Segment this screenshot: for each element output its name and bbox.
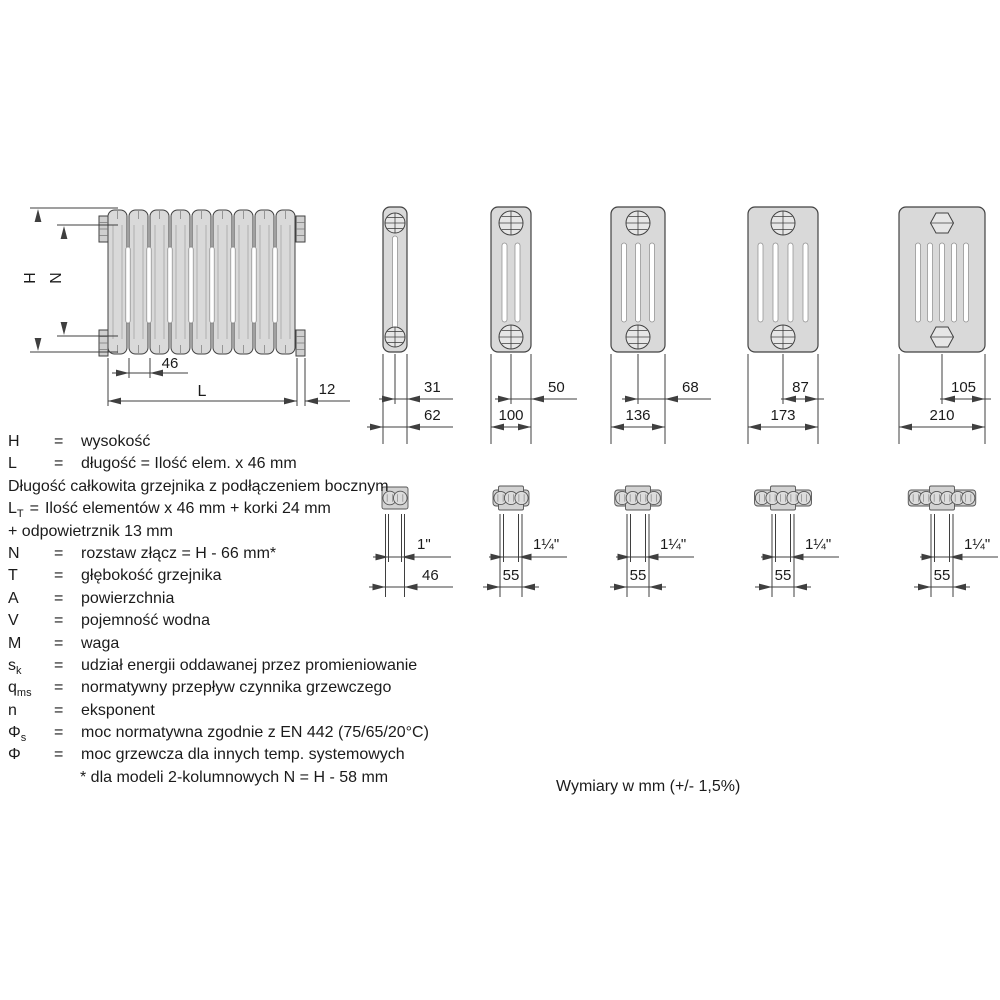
legend-row [8, 521, 488, 543]
length-dim-label: L [197, 383, 207, 400]
legend-eq: = [54, 567, 64, 585]
legend-base: Φ [8, 724, 21, 742]
legend-row [8, 767, 488, 789]
air-slot [515, 243, 520, 322]
legend-row [8, 565, 488, 587]
air-slot [964, 243, 969, 322]
air-slot [928, 243, 933, 322]
dimension-arrow [491, 424, 504, 431]
dimension-arrow [382, 396, 395, 403]
section-view-6col [899, 207, 991, 444]
dimension-arrow [487, 584, 500, 591]
legend-desc: * dla modeli 2-kolumnowych N = H - 58 mm [80, 768, 389, 786]
radiator-element [234, 210, 253, 354]
legend-base: Φ [8, 746, 21, 764]
dimension-arrow [899, 424, 912, 431]
dimension-arrow [35, 338, 42, 351]
air-slot [189, 247, 193, 323]
dimension-arrow [305, 398, 318, 405]
outer-width-label: 62 [424, 407, 441, 424]
dimension-arrow [108, 398, 121, 405]
dimension-arrow [763, 554, 776, 561]
radiator-element [129, 210, 148, 354]
dimension-arrow [972, 424, 985, 431]
air-slot [210, 247, 214, 323]
outer-width-label: 100 [498, 407, 524, 424]
legend-symcell [8, 700, 54, 722]
legend-desc: wysokość [81, 433, 151, 450]
radiator-element [276, 210, 295, 354]
legend-symcell [8, 431, 54, 453]
legend-desc: moc normatywna zgodnie z EN 442 (75/65/20°C) [81, 724, 429, 742]
legend-desc: + odpowietrznik 13 mm [8, 522, 173, 540]
legend-symcell [8, 610, 54, 632]
legend-eq: = [54, 656, 64, 674]
dimension-arrow [942, 396, 955, 403]
dimension-arrow [522, 584, 535, 591]
legend-base: L [8, 500, 17, 518]
dimension-arrow [748, 424, 761, 431]
legend-row [8, 744, 488, 766]
dimension-arrow [922, 554, 935, 561]
air-slot [502, 243, 507, 322]
dimension-arrow [918, 584, 931, 591]
legend-symcell [8, 655, 54, 677]
legend-row [8, 633, 488, 655]
hub-pitch-label: 46 [422, 567, 439, 584]
radiator-element [192, 210, 211, 354]
legend-base: V [8, 612, 19, 630]
legend-row [8, 543, 488, 565]
nipple-circle [797, 491, 810, 504]
legend-desc: normatywny przepływ czynnika grzewczego [81, 679, 392, 697]
dimension-arrow [407, 424, 420, 431]
section-view-3col [491, 207, 577, 444]
legend-symcell [8, 453, 54, 475]
nipple-circle [647, 491, 660, 504]
outer-width-label: 136 [625, 407, 651, 424]
legend-desc: powierzchnia [81, 589, 175, 607]
inner-width-label: 50 [548, 379, 565, 396]
legend-desc: Długość całkowita grzejnika z podłączeniem bocznym [8, 477, 389, 495]
legend-subscript: k [16, 665, 22, 678]
legend-symcell [8, 588, 54, 610]
legend-desc: rozstaw złącz = H - 66 mm* [81, 544, 277, 562]
radiator-element [108, 210, 127, 354]
legend-subscript: s [20, 732, 27, 745]
dimension-arrow [972, 396, 985, 403]
dimension-arrow [625, 396, 638, 403]
radiator-element [213, 210, 232, 354]
legend-eq: = [54, 634, 64, 652]
dimension-arrow [783, 396, 796, 403]
dimensions-note: Wymiary w mm (+/- 1,5%) [556, 778, 741, 795]
dimension-arrow [649, 584, 662, 591]
legend-base: N [8, 544, 20, 562]
dimension-arrow [498, 396, 511, 403]
legend-row [8, 610, 488, 632]
dimension-arrow [284, 398, 297, 405]
dimension-arrow [491, 554, 504, 561]
dimension-arrow [646, 554, 659, 561]
air-slot [952, 243, 957, 322]
radiator-element [150, 210, 169, 354]
air-slot [650, 243, 655, 322]
legend-base: H [8, 433, 20, 450]
inner-width-label: 105 [950, 379, 977, 396]
outer-width-label: 173 [770, 407, 796, 424]
section-view-5col [748, 207, 824, 444]
dimension-arrow [61, 322, 68, 335]
air-slot [803, 243, 808, 322]
legend-desc: waga [81, 634, 120, 652]
dimension-arrow [116, 370, 129, 377]
legend-symcell [8, 565, 54, 587]
legend-eq: = [54, 701, 64, 719]
legend-symcell [8, 722, 54, 744]
legend-desc: udział energii oddawanej przez promieniowanie [81, 656, 418, 674]
top-view-6col [908, 486, 998, 597]
legend-base: L [8, 455, 17, 473]
legend-row [8, 431, 488, 453]
hub-pitch-label: 55 [629, 567, 647, 584]
inner-width-label: 68 [682, 379, 699, 396]
inner-width-label: 87 [792, 379, 809, 396]
legend-desc: długość = Ilość elem. x 46 mm [81, 455, 297, 473]
dimension-arrow [61, 226, 68, 239]
nipple-circle [962, 491, 975, 504]
inner-width-label: 31 [424, 379, 441, 396]
legend-eq: = [54, 544, 64, 562]
air-slot [940, 243, 945, 322]
height-label: H [20, 272, 37, 284]
legend-row [8, 722, 488, 744]
legend-row [8, 588, 488, 610]
dimension-arrow [370, 424, 383, 431]
legend-eq: = [54, 589, 64, 607]
legend-eq: = [54, 746, 64, 764]
legend-symcell [8, 744, 54, 766]
section-view-4col [611, 207, 711, 444]
dimension-arrow [652, 424, 665, 431]
nipple-circle [515, 491, 528, 504]
thread-label: 1¼" [533, 536, 560, 553]
legend-eq: = [54, 679, 64, 697]
legend-eq: = [54, 612, 64, 630]
air-slot [758, 243, 763, 322]
dimension-arrow [953, 584, 966, 591]
legend-row [8, 476, 488, 498]
dimension-arrow [759, 584, 772, 591]
air-slot [126, 247, 130, 323]
legend-row [8, 677, 488, 699]
spacing-label: N [46, 272, 63, 284]
top-view-4col [610, 486, 694, 597]
hub-pitch-label: 55 [502, 567, 520, 584]
top-view-5col [755, 486, 840, 597]
thread-label: 1¼" [964, 536, 991, 553]
dimension-arrow [791, 554, 804, 561]
legend-base: M [8, 634, 22, 652]
legend-row [8, 453, 488, 475]
thread-label: 1¼" [805, 536, 832, 553]
legend-eq: = [54, 724, 64, 742]
legend-eq: = [54, 433, 64, 450]
dimension-arrow [35, 209, 42, 222]
dimension-arrow [618, 554, 631, 561]
legend-desc: głębokość grzejnika [81, 567, 222, 585]
dimension-arrow [805, 424, 818, 431]
legend-desc: moc grzewcza dla innych temp. systemowych [81, 746, 405, 764]
legend-desc: pojemność wodna [81, 612, 210, 630]
legend-base: A [8, 589, 19, 607]
air-slot [273, 247, 277, 323]
dimension-arrow [665, 396, 678, 403]
legend-row [8, 655, 488, 677]
pitch-dim-label: 46 [161, 355, 179, 372]
legend-symcell [8, 543, 54, 565]
dimension-arrow [950, 554, 963, 561]
legend-symcell [8, 633, 54, 655]
legend-base: T [8, 567, 18, 585]
air-slot [147, 247, 151, 323]
legend-base: q [8, 679, 17, 697]
dimension-arrow [611, 424, 624, 431]
front-view [20, 208, 350, 406]
legend-desc: Ilość elementów x 46 mm + korki 24 mm [44, 500, 331, 518]
dimension-arrow [805, 396, 818, 403]
hub-pitch-label: 55 [774, 567, 792, 584]
top-view-3col [483, 486, 567, 597]
legend-row [8, 700, 488, 722]
radiator-element [255, 210, 274, 354]
dimension-arrow [614, 584, 627, 591]
legend-base: n [8, 701, 17, 719]
air-slot [916, 243, 921, 322]
dimension-arrow [518, 424, 531, 431]
air-slot [168, 247, 172, 323]
end-dim-label: 12 [318, 381, 336, 398]
hub-pitch-label: 55 [933, 567, 951, 584]
dimension-arrow [519, 554, 532, 561]
legend-row [8, 498, 488, 520]
air-slot [622, 243, 627, 322]
dimension-arrow [407, 396, 420, 403]
legend-subscript: ms [16, 687, 32, 700]
radiator-element [171, 210, 190, 354]
air-slot [788, 243, 793, 322]
legend-symcell [8, 677, 54, 699]
legend-eq: = [54, 455, 64, 473]
legend [8, 431, 488, 789]
air-slot [636, 243, 641, 322]
air-slot [393, 236, 398, 328]
legend-subscript: T [16, 508, 24, 521]
legend-desc: eksponent [81, 701, 155, 719]
legend-base: s [8, 656, 16, 674]
section-view-2col [367, 207, 453, 444]
legend-eq: = [29, 500, 39, 518]
outer-width-label: 210 [929, 407, 955, 424]
thread-label: 1¼" [660, 536, 687, 553]
dimension-arrow [794, 584, 807, 591]
dimension-arrow [531, 396, 544, 403]
thread-label: 1" [417, 536, 431, 553]
air-slot [252, 247, 256, 323]
air-slot [231, 247, 235, 323]
air-slot [773, 243, 778, 322]
